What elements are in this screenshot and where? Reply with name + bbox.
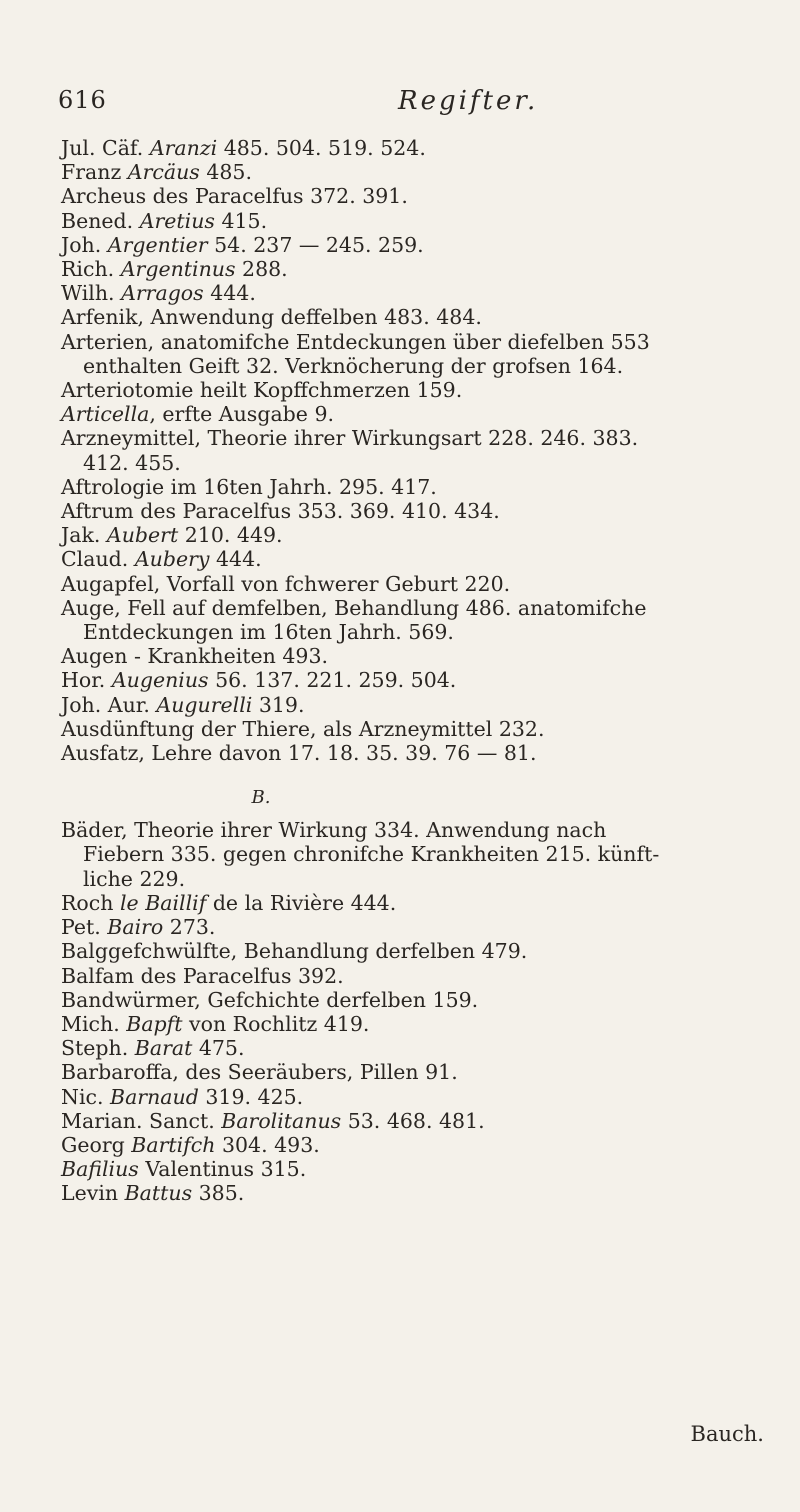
entry-text: 485. 504. 519. 524. — [217, 136, 426, 160]
entry-text: Joh. Aur. — [61, 692, 157, 717]
register-entry — [61, 1085, 781, 1109]
entry-name: Aubery — [134, 547, 210, 572]
register-entry — [61, 988, 781, 1012]
entry-text: 475. — [192, 1036, 245, 1061]
register-entry — [61, 402, 781, 426]
register-entry — [61, 939, 781, 963]
register-entry — [61, 354, 781, 378]
register-entry — [61, 1133, 781, 1157]
entry-text: Wilh. — [61, 281, 122, 306]
entry-text: Augapfel, Vorfall von fchwerer Geburt 220. — [61, 571, 511, 596]
register-entry — [61, 842, 781, 866]
entry-text: Augen - Krankheiten 493. — [61, 644, 329, 669]
register-entry — [61, 572, 781, 596]
entry-text: 210. 449. — [178, 523, 283, 548]
entry-text: , erfte Ausgabe 9. — [149, 402, 334, 427]
entry-text: Ausdünftung der Thiere, als Arzneymittel 232. — [61, 716, 545, 741]
entry-text: Arteriotomie heilt Kopffchmerzen 159. — [61, 378, 463, 403]
catchword: Bauch. — [690, 1422, 764, 1446]
entry-text: 444. — [209, 547, 262, 572]
entry-text: Franz — [61, 160, 128, 185]
register-entry — [61, 426, 781, 450]
entry-text: 304. 493. — [215, 1132, 320, 1157]
entry-text: Ausfatz, Lehre davon 17. 18. 35. 39. 76 — 81. — [61, 741, 537, 766]
entry-text: enthalten Geift 32. Verknöcherung der grofsen 164. — [83, 353, 624, 378]
entry-name: Bartifch — [131, 1132, 216, 1157]
entry-name: Argentinus — [120, 257, 236, 282]
register-entry — [61, 596, 781, 620]
entry-text: Arzneymittel, Theorie ihrer Wirkungsart 228. 246. 383. — [61, 426, 639, 451]
entry-text: Valentinus 315. — [138, 1157, 307, 1182]
entry-text: Steph. — [61, 1036, 135, 1061]
entry-text: Mich. — [61, 1011, 127, 1036]
section-b — [61, 818, 781, 1205]
entry-text: Nic. — [61, 1084, 111, 1109]
register-entry — [61, 1036, 781, 1060]
entry-text: Arfenik, Anwendung deffelben 483. 484. — [61, 305, 482, 330]
entry-name: le Baillif — [119, 890, 207, 915]
register-entry — [61, 891, 781, 915]
register-entry — [61, 867, 781, 891]
entry-name: Bairo — [107, 915, 164, 940]
entry-text: 53. 468. 481. — [341, 1108, 485, 1133]
entry-text: Pet. — [61, 915, 108, 940]
register-entry — [61, 451, 781, 475]
entry-name: Arcäus — [127, 160, 200, 185]
entry-text: Marian. Sanct. — [61, 1108, 222, 1133]
entry-text: Aftrum des Paracelfus 353. 369. 410. 434. — [61, 499, 500, 524]
entry-text: Arterien, anatomifche Entdeckungen über diefelben 553 — [61, 329, 650, 354]
entry-text: von Rochlitz 419. — [182, 1011, 370, 1036]
entry-text: 54. 237 — 245. 259. — [207, 232, 424, 257]
section-a — [61, 136, 781, 765]
entry-text: 319. 425. — [198, 1084, 304, 1109]
entry-name: Bapft — [126, 1011, 183, 1036]
register-entries — [61, 136, 781, 1206]
register-entry — [61, 620, 781, 644]
entry-text: Aftrologie im 16ten Jahrh. 295. 417. — [61, 474, 437, 499]
entry-name: Barolitanus — [221, 1108, 342, 1133]
entry-name: Barnaud — [110, 1084, 199, 1109]
entry-text: Georg — [61, 1132, 132, 1157]
entry-text: Bäder, Theorie ihrer Wirkung 334. Anwendung nach — [61, 818, 607, 843]
entry-text: 415. — [214, 208, 268, 233]
entry-text: Jak. — [61, 523, 107, 548]
entry-text: Archeus des Paracelfus 372. 391. — [61, 184, 408, 209]
register-entry — [61, 257, 781, 281]
register-entry — [61, 499, 781, 523]
entry-name: Battus — [124, 1181, 193, 1206]
entry-name: Augurelli — [156, 692, 253, 717]
entry-name: Barat — [134, 1036, 193, 1061]
register-entry — [61, 693, 781, 717]
entry-text: Entdeckungen im 16ten Jahrh. 569. — [83, 620, 454, 645]
entry-text: 385. — [192, 1181, 245, 1206]
register-entry — [61, 136, 781, 160]
entry-text: Fiebern 335. gegen chronifche Krankheiten 215. künft- — [83, 842, 660, 867]
register-entry — [61, 523, 781, 547]
entry-name: Argentier — [107, 232, 208, 257]
entry-name: Arragos — [121, 281, 204, 306]
register-entry — [61, 741, 781, 765]
register-entry — [61, 184, 781, 208]
register-entry — [61, 547, 781, 571]
register-entry — [61, 330, 781, 354]
register-entry — [61, 668, 781, 692]
entry-text: liche 229. — [83, 866, 186, 891]
page-header — [58, 86, 758, 126]
page-number: 616 — [58, 86, 107, 114]
entry-text: Joh. — [61, 232, 108, 257]
entry-text: Bened. — [61, 208, 140, 233]
register-entry — [61, 644, 781, 668]
register-entry — [61, 717, 781, 741]
entry-text: Roch — [61, 890, 120, 915]
entry-text: Claud. — [61, 547, 135, 572]
entry-text: Hor. — [61, 668, 112, 693]
register-entry — [61, 1157, 781, 1181]
register-entry — [61, 475, 781, 499]
letter-heading-b: B. — [251, 787, 271, 809]
register-entry — [61, 1181, 781, 1205]
entry-name: Augenius — [111, 668, 209, 693]
entry-name: Bafilius — [61, 1157, 139, 1182]
entry-text: de la Rivière 444. — [206, 890, 397, 915]
entry-text: 288. — [235, 257, 288, 282]
entry-text: Auge, Fell auf demfelben, Behandlung 486. anatomifche — [61, 595, 647, 620]
running-head: Regifter. — [398, 86, 539, 116]
entry-text: Balfam des Paracelfus 392. — [61, 963, 344, 988]
register-entry — [61, 915, 781, 939]
entry-text: Bandwürmer, Gefchichte derfelben 159. — [61, 987, 479, 1012]
entry-text: 485. — [199, 160, 252, 185]
entry-name: Articella — [61, 402, 150, 427]
register-entry — [61, 964, 781, 988]
entry-text: Rich. — [61, 257, 121, 282]
register-entry — [61, 818, 781, 842]
register-entry — [61, 160, 781, 184]
entry-text: Balggefchwülfte, Behandlung derfelben 479. — [61, 939, 528, 964]
entry-name: Aranzi — [149, 136, 218, 160]
register-entry — [61, 1012, 781, 1036]
entry-name: Aubert — [106, 523, 179, 548]
entry-text: Jul. Cäf. — [61, 136, 150, 160]
register-entry — [61, 233, 781, 257]
entry-text: 444. — [203, 281, 256, 306]
register-entry — [61, 305, 781, 329]
register-entry — [61, 281, 781, 305]
register-entry — [61, 1109, 781, 1133]
register-entry — [61, 378, 781, 402]
register-entry — [61, 209, 781, 233]
entry-text: 412. 455. — [83, 450, 181, 475]
entry-name: Aretius — [139, 208, 215, 233]
entry-text: Barbaroffa, des Seeräubers, Pillen 91. — [61, 1060, 458, 1085]
entry-text: 319. — [252, 692, 305, 717]
entry-text: 273. — [163, 915, 216, 940]
register-entry — [61, 1060, 781, 1084]
entry-text: Levin — [61, 1181, 125, 1206]
entry-text: 56. 137. 221. 259. 504. — [208, 668, 457, 693]
